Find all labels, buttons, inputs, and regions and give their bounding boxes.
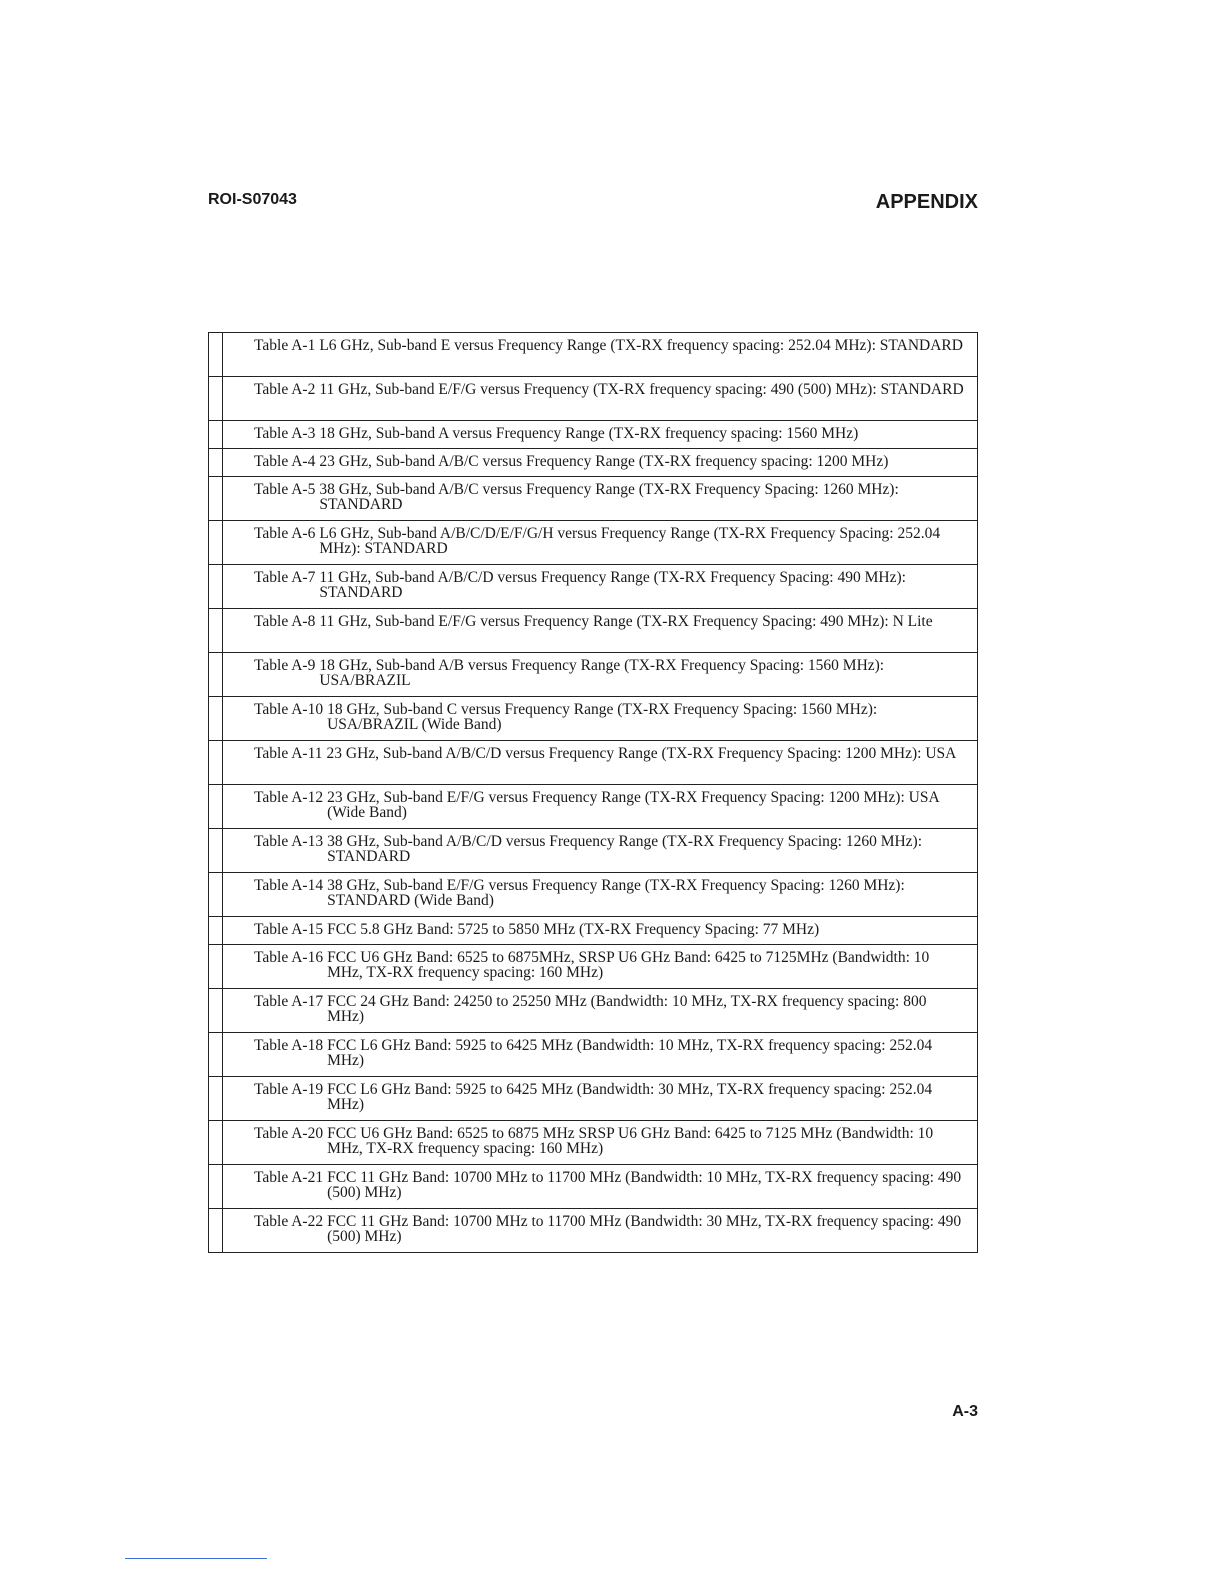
entry-cell	[223, 477, 978, 521]
entry-cell	[223, 917, 978, 945]
entry-cell	[223, 449, 978, 477]
table-row	[209, 477, 978, 521]
list-item	[223, 477, 977, 512]
table-row	[209, 917, 978, 945]
table-label: Table A-9	[254, 657, 316, 674]
table-title: 18 GHz, Sub-band A/B versus Frequency Range (TX-RX Frequency Spacing: 1560 MHz): USA/BRAZIL	[319, 657, 885, 689]
row-marker-cell	[209, 741, 223, 785]
table-label: Table A-2	[254, 381, 316, 398]
table-label: Table A-4	[254, 453, 316, 470]
table-title: 23 GHz, Sub-band E/F/G versus Frequency Range (TX-RX Frequency Spacing: 1200 MHz): USA (Wide Band)	[327, 789, 939, 821]
table-title: 38 GHz, Sub-band A/B/C versus Frequency Range (TX-RX Frequency Spacing: 1260 MHz): STANDARD	[319, 481, 899, 513]
row-marker-cell	[209, 377, 223, 421]
entry-cell	[223, 1077, 978, 1121]
table-row	[209, 1033, 978, 1077]
list-item	[223, 521, 977, 556]
list-item	[223, 565, 977, 600]
table-label: Table A-15	[254, 921, 324, 938]
table-label: Table A-5	[254, 481, 316, 498]
row-marker-cell	[209, 785, 223, 829]
table-title: FCC 11 GHz Band: 10700 MHz to 11700 MHz (Bandwidth: 30 MHz, TX-RX frequency spacing: 490 (500) MHz)	[327, 1213, 962, 1245]
list-item	[223, 1077, 977, 1112]
list-item	[223, 917, 977, 937]
table-title: FCC U6 GHz Band: 6525 to 6875MHz, SRSP U6 GHz Band: 6425 to 7125MHz (Bandwidth: 10 MHz, TX-RX frequency spacing: 160 MHz)	[327, 949, 930, 981]
row-marker-cell	[209, 521, 223, 565]
entry-cell	[223, 1121, 978, 1165]
entry-cell	[223, 333, 978, 377]
table-label: Table A-21	[254, 1169, 324, 1186]
entry-cell	[223, 989, 978, 1033]
table-label: Table A-14	[254, 877, 324, 894]
table-row	[209, 829, 978, 873]
table-title: FCC 5.8 GHz Band: 5725 to 5850 MHz (TX-RX Frequency Spacing: 77 MHz)	[327, 921, 820, 938]
table-label: Table A-1	[254, 337, 316, 354]
entry-cell	[223, 829, 978, 873]
table-row	[209, 1209, 978, 1253]
table-row	[209, 449, 978, 477]
entry-cell	[223, 785, 978, 829]
list-item	[223, 873, 977, 908]
list-item	[223, 449, 977, 469]
row-marker-cell	[209, 565, 223, 609]
entry-cell	[223, 1209, 978, 1253]
list-item	[223, 741, 977, 761]
table-title: L6 GHz, Sub-band E versus Frequency Range (TX-RX frequency spacing: 252.04 MHz): STANDARD	[319, 337, 963, 354]
document-id: ROI-S07043	[208, 191, 297, 208]
list-item	[223, 1209, 977, 1244]
entry-cell	[223, 741, 978, 785]
table-title: FCC L6 GHz Band: 5925 to 6425 MHz (Bandwidth: 10 MHz, TX-RX frequency spacing: 252.04 MHz)	[327, 1037, 933, 1069]
table-title: 23 GHz, Sub-band A/B/C versus Frequency Range (TX-RX frequency spacing: 1200 MHz)	[319, 453, 889, 470]
list-item	[223, 697, 977, 732]
table-title: 11 GHz, Sub-band E/F/G versus Frequency (TX-RX frequency spacing: 490 (500) MHz): STANDARD	[319, 381, 964, 398]
table-label: Table A-3	[254, 425, 316, 442]
row-marker-cell	[209, 945, 223, 989]
table-row	[209, 1077, 978, 1121]
table-row	[209, 697, 978, 741]
table-title: FCC U6 GHz Band: 6525 to 6875 MHz SRSP U6 GHz Band: 6425 to 7125 MHz (Bandwidth: 10 MHz, TX-RX frequency spacing: 160 MHz)	[327, 1125, 934, 1157]
table-row	[209, 377, 978, 421]
table-title: FCC 24 GHz Band: 24250 to 25250 MHz (Bandwidth: 10 MHz, TX-RX frequency spacing: 800 MHz)	[327, 993, 927, 1025]
entry-cell	[223, 1033, 978, 1077]
list-item	[223, 1033, 977, 1068]
table-title: 23 GHz, Sub-band A/B/C/D versus Frequency Range (TX-RX Frequency Spacing: 1200 MHz): USA	[326, 745, 957, 762]
table-title: 11 GHz, Sub-band E/F/G versus Frequency Range (TX-RX Frequency Spacing: 490 MHz): N Lite	[319, 613, 933, 630]
list-item	[223, 989, 977, 1024]
list-item	[223, 785, 977, 820]
entry-cell	[223, 945, 978, 989]
table-title: 38 GHz, Sub-band A/B/C/D versus Frequency Range (TX-RX Frequency Spacing: 1260 MHz): STANDARD	[327, 833, 923, 865]
table-title: FCC L6 GHz Band: 5925 to 6425 MHz (Bandwidth: 30 MHz, TX-RX frequency spacing: 252.04 MHz)	[327, 1081, 933, 1113]
row-marker-cell	[209, 917, 223, 945]
table-title: 18 GHz, Sub-band A versus Frequency Range (TX-RX frequency spacing: 1560 MHz)	[319, 425, 859, 442]
table-row	[209, 653, 978, 697]
row-marker-cell	[209, 1121, 223, 1165]
table-label: Table A-12	[254, 789, 324, 806]
table-row	[209, 333, 978, 377]
page-number: A-3	[952, 1403, 978, 1420]
list-item	[223, 377, 977, 397]
table-label: Table A-17	[254, 993, 324, 1010]
list-item	[223, 421, 977, 441]
row-marker-cell	[209, 1209, 223, 1253]
list-item	[223, 945, 977, 980]
table-row	[209, 989, 978, 1033]
table-label: Table A-8	[254, 613, 316, 630]
table-list	[208, 332, 978, 1253]
entry-cell	[223, 697, 978, 741]
table-label: Table A-11	[254, 745, 323, 762]
list-item	[223, 1165, 977, 1200]
table-row	[209, 521, 978, 565]
list-item	[223, 333, 977, 353]
row-marker-cell	[209, 1077, 223, 1121]
row-marker-cell	[209, 477, 223, 521]
row-marker-cell	[209, 1033, 223, 1077]
table-row	[209, 1165, 978, 1209]
table-label: Table A-22	[254, 1213, 324, 1230]
table-title: L6 GHz, Sub-band A/B/C/D/E/F/G/H versus Frequency Range (TX-RX Frequency Spacing: 252.04 MHz): STANDARD	[319, 525, 941, 557]
row-marker-cell	[209, 697, 223, 741]
row-marker-cell	[209, 653, 223, 697]
table-title: 11 GHz, Sub-band A/B/C/D versus Frequency Range (TX-RX Frequency Spacing: 490 MHz): STANDARD	[319, 569, 906, 601]
table-row	[209, 421, 978, 449]
table-label: Table A-7	[254, 569, 316, 586]
table-title: 38 GHz, Sub-band E/F/G versus Frequency Range (TX-RX Frequency Spacing: 1260 MHz): STANDARD (Wide Band)	[327, 877, 905, 909]
entry-cell	[223, 421, 978, 449]
list-item	[223, 653, 977, 688]
table-label: Table A-19	[254, 1081, 324, 1098]
entry-cell	[223, 653, 978, 697]
table-title: 18 GHz, Sub-band C versus Frequency Range (TX-RX Frequency Spacing: 1560 MHz): USA/BRAZIL (Wide Band)	[327, 701, 878, 733]
row-marker-cell	[209, 989, 223, 1033]
table-label: Table A-16	[254, 949, 324, 966]
table-row	[209, 565, 978, 609]
table-label: Table A-6	[254, 525, 316, 542]
table-row	[209, 741, 978, 785]
table-title: FCC 11 GHz Band: 10700 MHz to 11700 MHz (Bandwidth: 10 MHz, TX-RX frequency spacing: 490 (500) MHz)	[327, 1169, 962, 1201]
entry-cell	[223, 1165, 978, 1209]
entry-cell	[223, 565, 978, 609]
table-row	[209, 945, 978, 989]
row-marker-cell	[209, 449, 223, 477]
table-row	[209, 785, 978, 829]
table-label: Table A-20	[254, 1125, 324, 1142]
table-row	[209, 873, 978, 917]
entry-cell	[223, 377, 978, 421]
table-label: Table A-13	[254, 833, 324, 850]
row-marker-cell	[209, 1165, 223, 1209]
section-title: APPENDIX	[875, 191, 978, 213]
entry-cell	[223, 521, 978, 565]
list-item	[223, 1121, 977, 1156]
table-row	[209, 1121, 978, 1165]
row-marker-cell	[209, 421, 223, 449]
row-marker-cell	[209, 873, 223, 917]
table-row	[209, 609, 978, 653]
row-marker-cell	[209, 609, 223, 653]
entry-cell	[223, 609, 978, 653]
table-label: Table A-18	[254, 1037, 324, 1054]
table-label: Table A-10	[254, 701, 324, 718]
row-marker-cell	[209, 333, 223, 377]
footer-rule	[125, 1558, 267, 1559]
list-item	[223, 829, 977, 864]
row-marker-cell	[209, 829, 223, 873]
entry-cell	[223, 873, 978, 917]
list-item	[223, 609, 977, 629]
